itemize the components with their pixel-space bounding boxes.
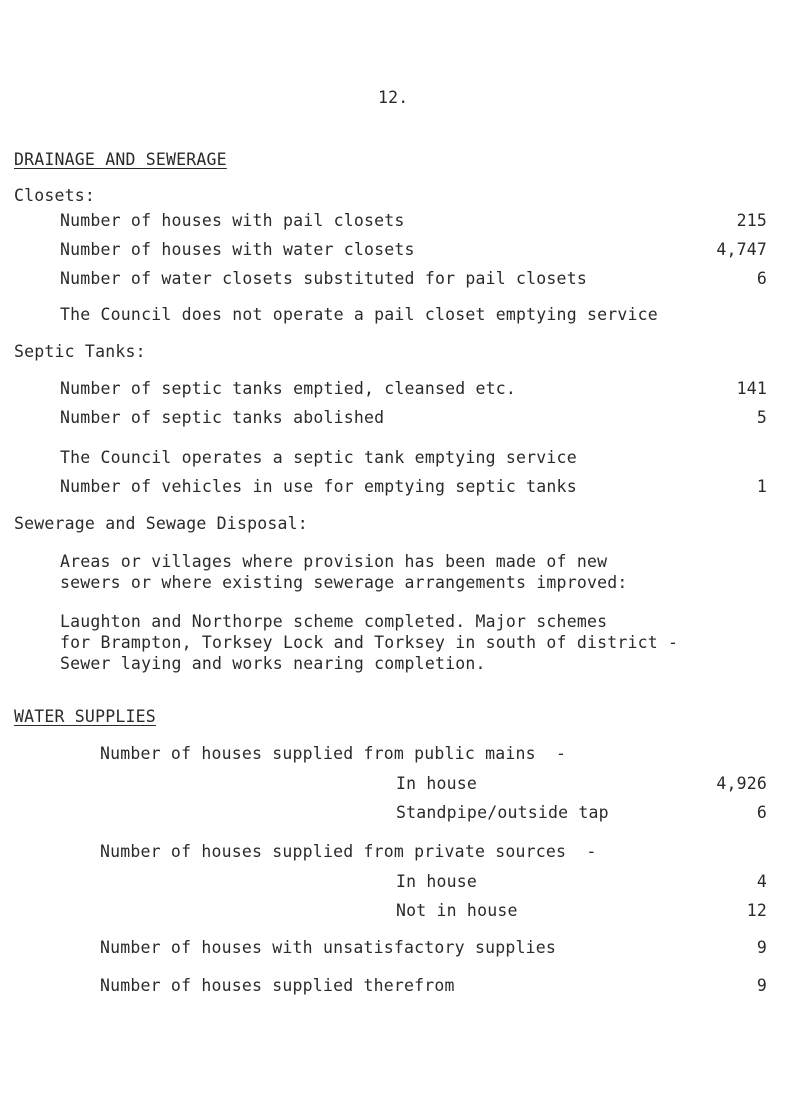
row-septic-emptied-value: 141 — [736, 379, 767, 398]
public-in-house-value: 4,926 — [716, 774, 767, 793]
sewerage-label: Sewerage and Sewage Disposal: — [14, 514, 308, 533]
therefrom-label: Number of houses supplied therefrom — [100, 976, 455, 995]
row-vehicles-label: Number of vehicles in use for emptying septic tanks — [60, 477, 577, 496]
sewerage-intro-1: Areas or villages where provision has been made of new — [60, 552, 608, 571]
closets-note: The Council does not operate a pail closet emptying service — [60, 305, 658, 324]
row-vehicles-value: 1 — [756, 477, 767, 496]
sewerage-intro-2: sewers or where existing sewerage arrangements improved: — [60, 573, 628, 592]
sewerage-detail-1: Laughton and Northorpe scheme completed. Major schemes — [60, 612, 608, 631]
public-mains-label: Number of houses supplied from public mains - — [100, 744, 567, 763]
public-in-house-label: In house — [396, 774, 478, 793]
row-septic-emptied-label: Number of septic tanks emptied, cleansed etc. — [60, 379, 517, 398]
therefrom-value: 9 — [756, 976, 767, 995]
unsatisfactory-value: 9 — [756, 938, 767, 957]
septic-note: The Council operates a septic tank emptying service — [60, 448, 577, 467]
public-standpipe-value: 6 — [756, 803, 767, 822]
row-septic-abolished-label: Number of septic tanks abolished — [60, 408, 385, 427]
page-number: 12. — [378, 88, 409, 107]
row-water-closets-value: 4,747 — [716, 240, 767, 259]
private-sources-label: Number of houses supplied from private sources - — [100, 842, 597, 861]
row-water-closets-label: Number of houses with water closets — [60, 240, 415, 259]
private-in-house-label: In house — [396, 872, 478, 891]
sewerage-detail-2: for Brampton, Torksey Lock and Torksey in south of district - — [60, 633, 679, 652]
row-pail-closets-label: Number of houses with pail closets — [60, 211, 405, 230]
row-substituted-value: 6 — [756, 269, 767, 288]
unsatisfactory-label: Number of houses with unsatisfactory supplies — [100, 938, 557, 957]
section-heading-drainage: DRAINAGE AND SEWERAGE — [14, 150, 227, 169]
row-substituted-label: Number of water closets substituted for pail closets — [60, 269, 587, 288]
sewerage-detail-3: Sewer laying and works nearing completion. — [60, 654, 486, 673]
private-not-in-house-label: Not in house — [396, 901, 518, 920]
public-standpipe-label: Standpipe/outside tap — [396, 803, 609, 822]
row-pail-closets-value: 215 — [736, 211, 767, 230]
private-not-in-house-value: 12 — [746, 901, 767, 920]
row-septic-abolished-value: 5 — [756, 408, 767, 427]
private-in-house-value: 4 — [756, 872, 767, 891]
section-heading-water: WATER SUPPLIES — [14, 707, 156, 726]
septic-label: Septic Tanks: — [14, 342, 146, 361]
closets-label: Closets: — [14, 186, 96, 205]
